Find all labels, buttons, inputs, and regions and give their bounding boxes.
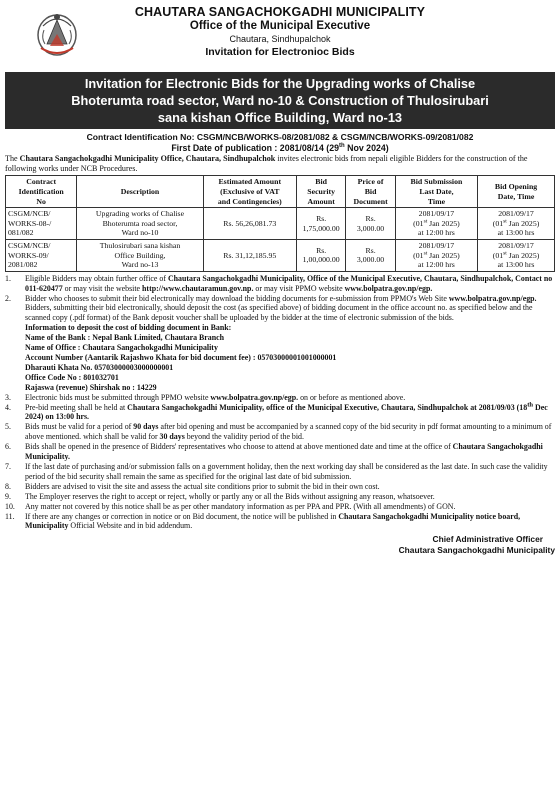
table-header-row	[6, 176, 555, 208]
cell-contract-id: CSGM/NCB/ WORKS-09/ 2081/082	[6, 239, 77, 271]
municipality-name: CHAUTARA SANGACHOKGADHI MUNICIPALITY	[134, 5, 426, 19]
banner-line-2: Bhoterumta road sector, Ward no-10 & Construction of Thulosirubari	[71, 93, 489, 108]
list-item: 6. Bids shall be opened in the presence of Bidders' representatives who choose to attend at above mentioned date and time at the office of Chautara Sangachokgadhi Municipality.	[5, 442, 543, 462]
bids-table	[5, 175, 555, 271]
bank-info-heading: Information to deposit the cost of bidding document in Bank:	[25, 323, 232, 333]
list-item: 1. Eligible Bidders may obtain further office of Chautara Sangachokgadhi Municipality, Office of the Municipal Executive, Chautara, Sindhupalchok, Contact no 011-620477 or may visit the website http://www.chautaramun.gov.np. or may visit PPMO website www.bolpatra.gov.np/egp.	[5, 273, 553, 293]
ppmo-website-link[interactable]: www.bolpatra.gov.np/egp.	[344, 283, 433, 293]
signature-block	[5, 534, 555, 555]
office-name: Office of the Municipal Executive	[189, 20, 371, 32]
col-estimated-amount: Estimated Amount (Exclusive of VAT and Contingencies)	[203, 176, 296, 208]
bolpatra-link[interactable]: www.bolpatra.gov.np/egp.	[448, 293, 537, 303]
cell-opening: 2081/09/17 (01st Jan 2025) at 13:00 hrs	[478, 239, 555, 271]
cell-bid-security: Rs. 1,00,000.00	[296, 239, 345, 271]
list-item: 11. If there are any changes or correction in notice or on Bid document, the notice will be published in Chautara Sangachokgadhi Municipality notice board, Municipality Official Website and in bid addendum.	[5, 511, 521, 531]
table-row	[6, 208, 555, 240]
rajaswa-shirshak: Rajaswa (revenue) Shirshak no : 14229	[25, 382, 157, 392]
col-contract-id: Contract Identification No	[6, 176, 77, 208]
cell-opening: 2081/09/17 (01st Jan 2025) at 13:00 hrs	[478, 208, 555, 240]
banner-line-1: Invitation for Electronic Bids for the Upgrading works of Chalise	[84, 76, 476, 91]
office-name-line: Name of Office : Chautara Sangachokgadhi Municipality	[25, 343, 218, 353]
col-price: Price of Bid Document	[346, 176, 395, 208]
nepal-emblem-icon	[35, 8, 79, 58]
cell-price: Rs. 3,000.00	[346, 208, 395, 240]
signatory-org: Chautara Sangachokgadhi Municipality	[398, 544, 555, 555]
title-banner	[5, 72, 555, 129]
cell-estimated-amount: Rs. 31,12,185.95	[203, 239, 296, 271]
list-item: 10. Any matter not covered by this notice shall be as per other mandatory information as per PPA and PPR. (With all amendments) of GON.	[5, 501, 456, 511]
bank-name: Name of the Bank : Nepal Bank Limited, Chautara Branch	[25, 333, 225, 343]
contract-identification: Contract Identification No: CSGM/NCB/WORKS-08/2081/082 & CSGM/NCB/WORKS-09/2081/082	[86, 132, 474, 142]
list-item: 9. The Employer reserves the right to accept or reject, wholly or partly any or all the Bids without assigning any reason, whatsoever.	[5, 491, 435, 501]
notice-header	[5, 2, 555, 72]
notice-type: Invitation for Electronioc Bids	[205, 46, 355, 58]
cell-price: Rs. 3,000.00	[346, 239, 395, 271]
list-item: 7. If the last date of purchasing and/or submission falls on a government holiday, then the next working day shall be considered as the last date. In such case the validity period of the bid security shall remain the same as specified for the original last date of bid submission.	[5, 461, 548, 481]
cell-submission: 2081/09/17 (01st Jan 2025) at 12:00 hrs	[395, 239, 477, 271]
col-bid-security: Bid Security Amount	[296, 176, 345, 208]
list-item: 5. Bids must be valid for a period of 90 days after bid opening and must be accompanied by a scanned copy of the bid security in pdf format amounting to a minimum of above mentioned. which shall be valid for 30 days beyond the validity period of the bid.	[5, 422, 552, 442]
publication-date: First Date of publication : 2081/08/14 (29th Nov 2024)	[171, 143, 389, 153]
municipal-website-link[interactable]: http://www.chautaramun.gov.np.	[142, 283, 254, 293]
list-item: 2. Bidder who chooses to submit their bid electronically may download the bidding documents for e-submission from PPMO's Web Site www.bolpatra.gov.np/egp. Bidders, submitting their bid electronically, should deposit the cost (as specified above) of bidding document in the office account no. as specified below and the scanned copy (.pdf format) of the Bank deposit voucher shall be uploaded by the bidder at the time of electronic submission of the bids. Information to deposit the cost of bidding document in Bank: Name of the Bank : Nepal Bank Limited, Chautara Branch Name of Office : Chautara Sangachokgadhi Municipality Account Number (Aantarik Rajashwo Khata for bid document fee) : 05703000001001000001 Dharauti Khata No. 05703000003000000001 Office Code No : 801032701 Rajaswa (revenue) Shirshak no : 14229	[5, 294, 555, 393]
office-address: Chautara, Sindhupalchok	[229, 34, 331, 44]
col-submission: Bid Submission Last Date, Time	[395, 176, 477, 208]
list-item: 3. Electronic bids must be submitted through PPMO website www.bolpatra.gov.np/egp. on or before as mentioned above.	[5, 392, 406, 402]
office-code: Office Code No : 801032701	[25, 372, 119, 382]
conditions-list	[5, 274, 555, 532]
list-item: 4. Pre-bid meeting shall be held at Chautara Sangachokgadhi Municipality, office of the Municipal Executive, Chautara, Sindhupalchok at 2081/09/03 (18th Dec 2024) on 13:00 hrs.	[5, 400, 548, 422]
intro-paragraph: The Chautara Sangachokgadhi Municipality Office, Chautara, Sindhupalchok invites electronic bids from nepali eligible Bidders for the construction of the following works under NCB Procedures.	[5, 154, 528, 174]
cell-description: Thulosirubari sana kishan Office Building, Ward no-13	[77, 239, 203, 271]
list-item: 8. Bidders are advised to visit the site and assess the actual site conditions prior to submit the bid in their own cost.	[5, 481, 380, 491]
signatory-title: Chief Administrative Officer	[432, 534, 543, 545]
dharauti-account: Dharauti Khata No. 05703000003000000001	[25, 362, 174, 372]
cell-contract-id: CSGM/NCB/ WORKS-08-/ 081/082	[6, 208, 77, 240]
cell-submission: 2081/09/17 (01st Jan 2025) at 12:00 hrs	[395, 208, 477, 240]
cell-estimated-amount: Rs. 56,26,081.73	[203, 208, 296, 240]
cell-bid-security: Rs. 1,75,000.00	[296, 208, 345, 240]
col-description: Description	[77, 176, 203, 208]
bolpatra-link[interactable]: www.bolpatra.gov.np/egp.	[210, 392, 299, 402]
cell-description: Upgrading works of Chalise Bhoterumta road sector, Ward no-10	[77, 208, 203, 240]
banner-line-3: sana kishan Office Building, Ward no-13	[157, 110, 403, 125]
table-row	[6, 239, 555, 271]
account-number: Account Number (Aantarik Rajashwo Khata for bid document fee) : 05703000001001000001	[25, 353, 337, 362]
col-opening: Bid Opening Date, Time	[478, 176, 555, 208]
